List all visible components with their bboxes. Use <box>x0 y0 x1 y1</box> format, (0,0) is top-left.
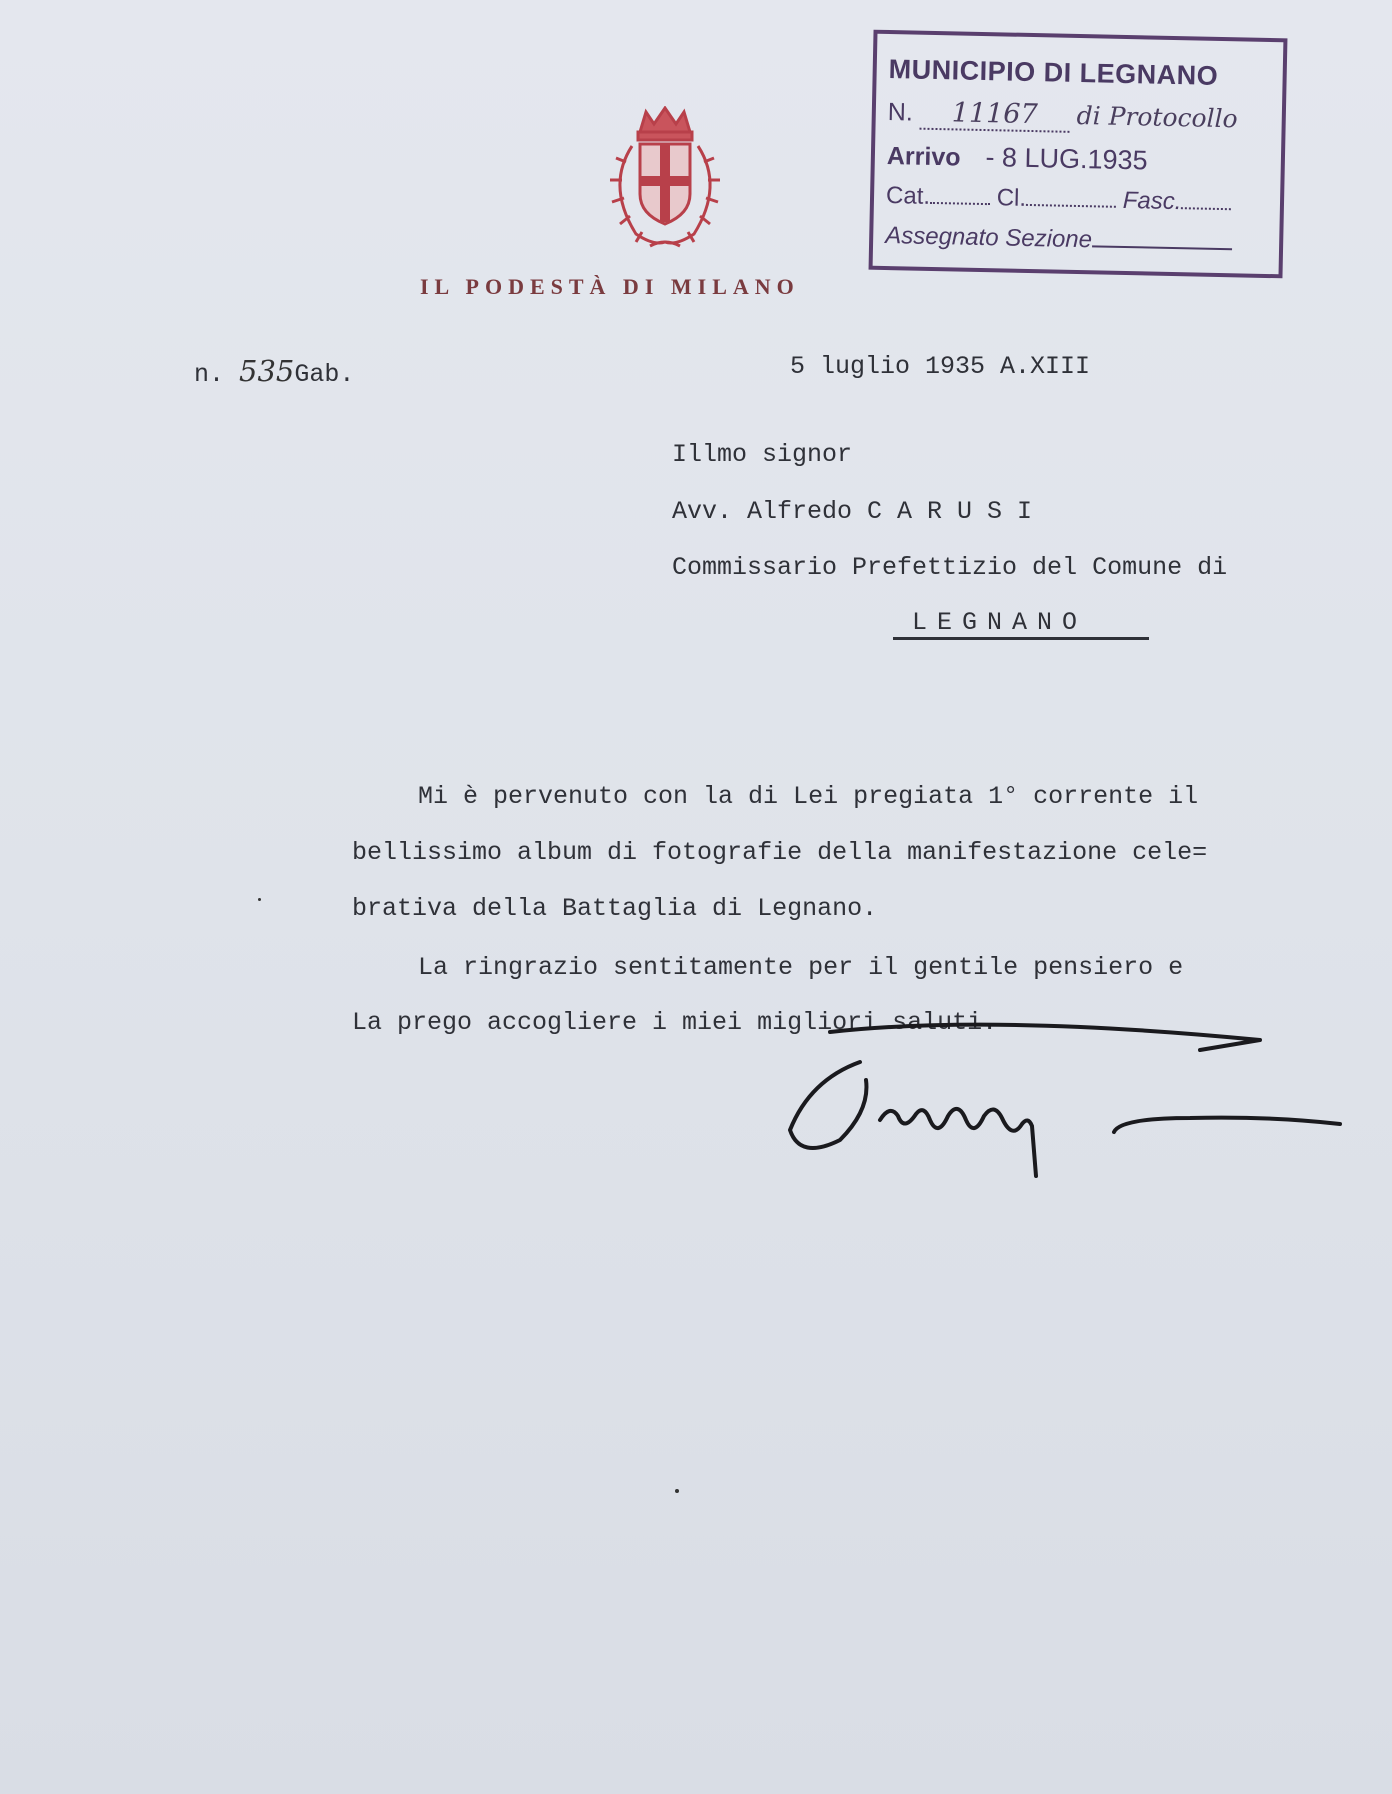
stamp-arrival-line <box>887 140 1148 176</box>
body-line-3: brativa della Battaglia di Legnano. <box>352 894 878 923</box>
stamp-title: MUNICIPIO DI LEGNANO <box>888 54 1219 91</box>
stamp-assigned-line <box>885 222 1232 257</box>
stamp-category-blank <box>930 202 990 205</box>
stamp-arrival-label: Arrivo <box>886 142 961 172</box>
address-name: Avv. Alfredo C A R U S I <box>672 497 1033 526</box>
reference-number <box>194 354 354 389</box>
stamp-category-line <box>886 182 1232 217</box>
reference-number-handwritten: 535 <box>239 354 295 388</box>
stamp-assigned-blank <box>1092 245 1232 250</box>
body-line-1: Mi è pervenuto con la di Lei pregiata 1° corrente il <box>418 782 1199 811</box>
body-line-4: La ringrazio sentitamente per il gentile pensiero e <box>418 953 1184 982</box>
stamp-class-blank <box>1026 204 1116 208</box>
stamp-arrival-date: - 8 LUG.1935 <box>985 142 1148 176</box>
stamp-fascicle-blank <box>1181 207 1231 210</box>
address-city-underline <box>893 637 1149 640</box>
stamp-protocol-prefix: N. <box>887 98 914 127</box>
protocol-stamp <box>869 30 1288 279</box>
stamp-assigned-label: Assegnato Sezione <box>884 221 1093 254</box>
milan-coat-of-arms-icon <box>596 106 734 254</box>
stamp-protocol-suffix: di Protocollo <box>1076 100 1238 134</box>
stamp-fascicle-label: Fasc. <box>1122 186 1182 216</box>
handwritten-signature <box>770 1020 1350 1180</box>
stamp-class-label: Cl. <box>996 184 1027 212</box>
paper-speck <box>258 898 261 901</box>
address-salutation: Illmo signor <box>672 440 853 469</box>
body-line-5: La prego accogliere i miei migliori saluti. <box>352 1008 998 1037</box>
address-city: LEGNANO <box>912 608 1088 637</box>
reference-prefix: n. <box>194 360 225 389</box>
body-line-2: bellissimo album di fotografie della manifestazione cele= <box>352 838 1208 867</box>
letterhead-title: IL PODESTÀ DI MILANO <box>420 274 800 299</box>
stamp-protocol-line <box>887 96 1237 136</box>
stamp-protocol-number: 11167 <box>919 97 1070 133</box>
address-title: Commissario Prefettizio del Comune di <box>672 553 1228 582</box>
stamp-category-label: Cat. <box>885 181 931 210</box>
letter-date: 5 luglio 1935 A.XIII <box>790 352 1091 381</box>
reference-suffix: Gab. <box>294 360 355 389</box>
paper-speck <box>675 1489 679 1493</box>
